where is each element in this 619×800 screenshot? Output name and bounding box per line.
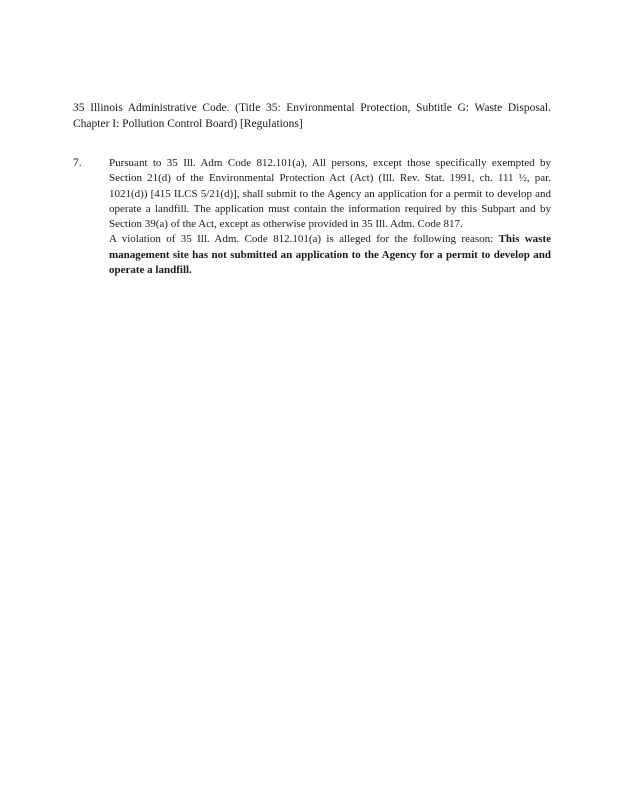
- regulation-requirement-text: Pursuant to 35 Ill. Adm Code 812.101(a), All persons, except those specifically exempted by Section 21(d) of the Environmental Protection Act (Act) (Ill. Rev. Stat. 1991, ch. 111 ½, par. 1021(d)) [415 ILCS 5/21(d)], shall submit to the Agency an application for a permit to develop and operate a landfill. The application must contain the information required by this Subpart and by Section 39(a) of the Act, except as otherwise provided in 35 Ill. Adm. Code 817.: [109, 157, 551, 231]
- item-number: 7.: [73, 157, 82, 169]
- violation-reason-text: This waste management site has not submitted an application to the Agency for a permit to develop and operate a landfill.: [109, 233, 552, 277]
- violation-statement: [109, 232, 551, 278]
- violation-intro-text: A violation of 35 Ill. Adm. Code 812.101(a) is alleged for the following reason:: [109, 233, 494, 246]
- item-body: [109, 156, 551, 278]
- regulation-citation-header: 35 Illinois Administrative Code. (Title 35: Environmental Protection, Subtitle G: Waste Disposal. Chapter I: Pollution Control Board) [Regulations]: [73, 102, 551, 130]
